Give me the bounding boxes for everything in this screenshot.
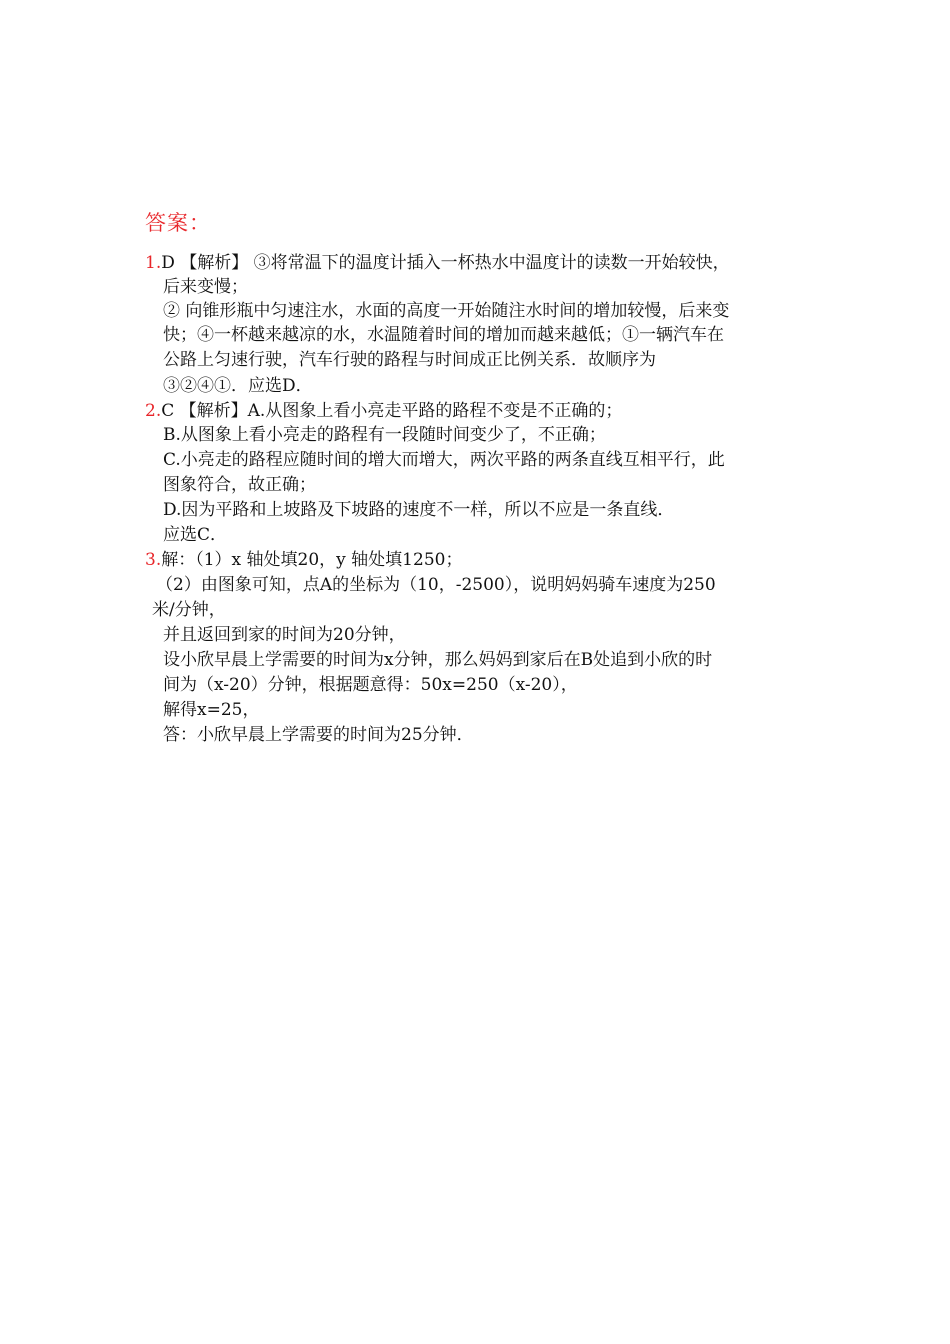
answer-2-number: 2. xyxy=(145,401,162,421)
answer-1-number: 1. xyxy=(145,253,162,273)
answer-2-line-1: 2.C 【解析】A.从图象上看小亮走平路的路程不变是不正确的； xyxy=(145,401,623,421)
answer-1-line-6: ③②④①．应选D． xyxy=(163,376,313,396)
answer-2-line-6: 应选C． xyxy=(163,525,228,545)
answer-3-line-6: 间为（x-20）分钟，根据题意得：50x=250（x-20）， xyxy=(163,675,578,695)
answer-2-line-2: B.从图象上看小亮走的路程有一段随时间变少了，不正确； xyxy=(163,425,606,445)
answers-heading: 答案： xyxy=(145,211,211,235)
answer-1-line-3: ② 向锥形瓶中匀速注水，水面的高度一开始随注水时间的增加较慢，后来变 xyxy=(163,301,730,321)
answer-3-line-1: 3.解：（1）x 轴处填20，y 轴处填1250； xyxy=(145,550,463,570)
answer-1-line-4: 快；④一杯越来越凉的水，水温随着时间的增加而越来越低；①一辆汽车在 xyxy=(163,325,724,345)
answer-3-line-2: （2）由图象可知，点A的坐标为（10，-2500），说明妈妈骑车速度为250 xyxy=(156,575,716,595)
answer-3-line-4: 并且返回到家的时间为20分钟， xyxy=(163,625,406,645)
answer-3-line-5: 设小欣早晨上学需要的时间为x分钟，那么妈妈到家后在B处追到小欣的时 xyxy=(163,650,713,670)
answer-3-line-3: 米/分钟， xyxy=(152,600,226,620)
answer-3-line-8: 答：小欣早晨上学需要的时间为25分钟． xyxy=(163,725,474,745)
answer-1-line-2: 后来变慢； xyxy=(163,277,248,297)
answer-2-line-5: D.因为平路和上坡路及下坡路的速度不一样，所以不应是一条直线． xyxy=(163,500,675,520)
answer-2-line-4: 图象符合，故正确； xyxy=(163,475,316,495)
answer-2-line-3: C.小亮走的路程应随时间的增大而增大，两次平路的两条直线互相平行，此 xyxy=(163,450,725,470)
answer-3-line-7: 解得x=25， xyxy=(163,700,260,720)
answer-1-line-1: 1.D 【解析】 ③将常温下的温度计插入一杯热水中温度计的读数一开始较快， xyxy=(145,253,730,273)
answer-1-line-5: 公路上匀速行驶，汽车行驶的路程与时间成正比例关系．故顺序为 xyxy=(163,350,656,370)
answer-3-number: 3. xyxy=(145,550,162,570)
